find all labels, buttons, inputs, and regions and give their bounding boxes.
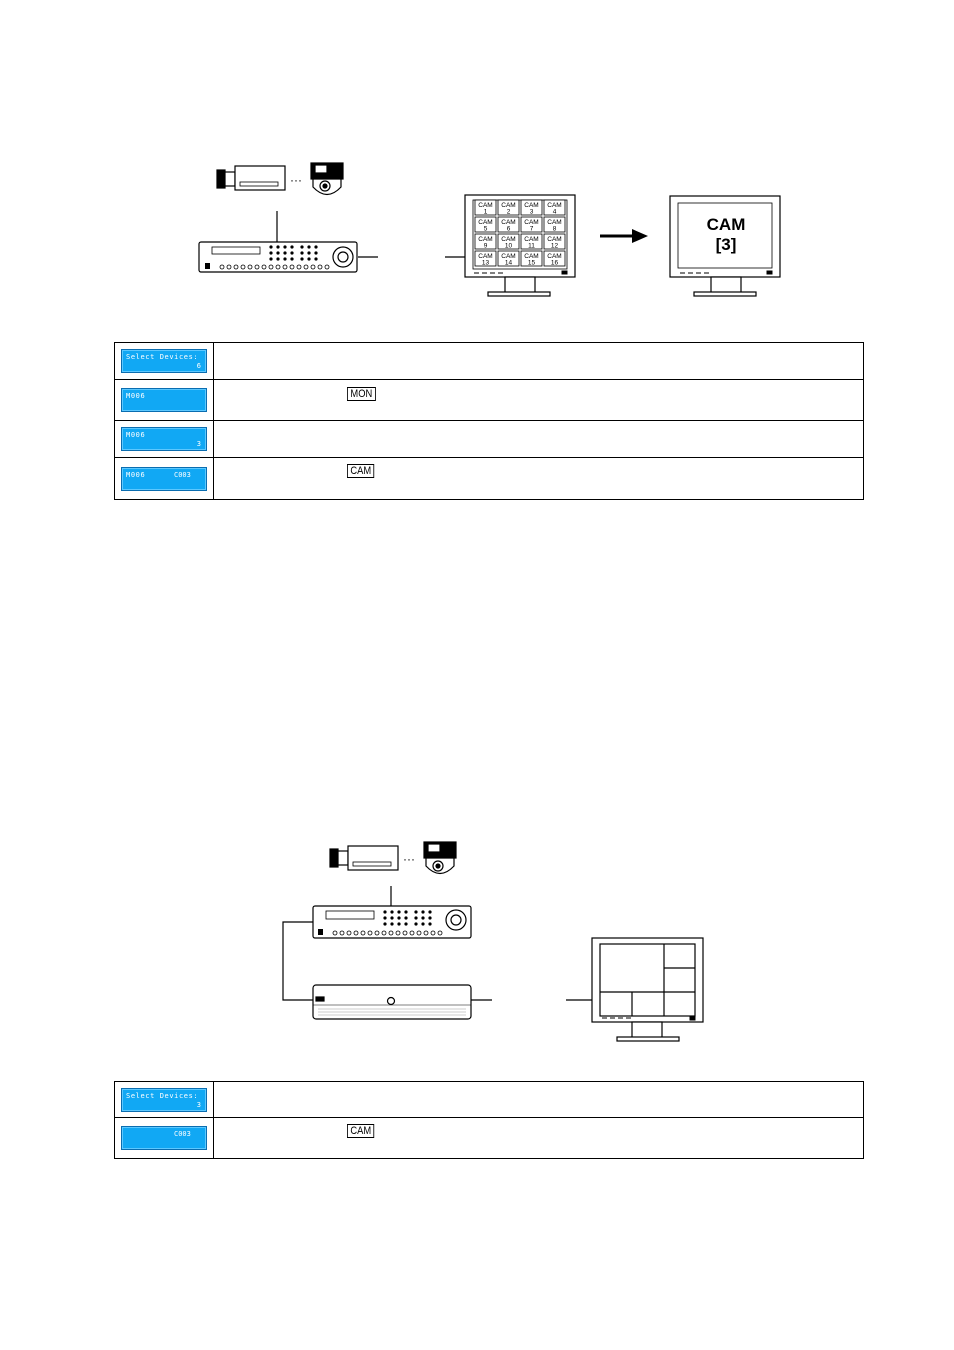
lcd-line2: 6: [196, 362, 201, 370]
monitor-grid-cell-label: CAM: [501, 253, 516, 260]
monitor-grid-cell-number: 11: [528, 242, 535, 250]
lcd-line1: M006: [126, 470, 146, 479]
lcd-display: [121, 427, 207, 451]
lcd-line1-right: C003: [174, 1130, 191, 1138]
lcd-line1: M006: [126, 392, 146, 400]
lcd-line1-right: C003: [174, 470, 191, 479]
monitor-grid-cell-number: 14: [504, 259, 513, 267]
cam-key-icon: CAM: [347, 464, 375, 478]
monitor-grid-cell-number: 12: [550, 242, 559, 250]
cam-key-icon: CAM: [347, 1124, 375, 1138]
monitor-grid-cell-label: CAM: [478, 202, 493, 209]
mon-key-icon: MON: [347, 387, 376, 401]
fullscreen-label-line2: [3]: [715, 235, 737, 254]
monitor-grid-cell-number: 5: [483, 225, 488, 233]
lcd-line1: M006: [126, 431, 146, 439]
monitor-grid-cell-label: CAM: [524, 219, 539, 226]
dome-camera-icon: [311, 163, 343, 195]
monitor-grid-cell-label: CAM: [547, 253, 562, 260]
lcd-display: [121, 1126, 207, 1150]
monitor-grid-cell-label: CAM: [524, 202, 539, 209]
monitor-grid-cell-label: CAM: [478, 219, 493, 226]
table-row: [115, 421, 864, 458]
monitor-grid-cell-number: 9: [483, 242, 488, 250]
box-camera-icon: [330, 846, 398, 870]
monitor-grid-cell-number: 10: [504, 242, 513, 250]
monitor-grid-cell-label: CAM: [501, 202, 516, 209]
table-row: [115, 1118, 864, 1159]
monitor-grid-cell-number: 15: [527, 259, 536, 267]
monitor-multiview-icon: [592, 938, 703, 1041]
monitor-grid-cell-label: CAM: [478, 236, 493, 243]
steps-table-1: [114, 342, 864, 500]
monitor-grid-cell-label: CAM: [524, 253, 539, 260]
ellipsis-icon: ···: [403, 852, 415, 866]
monitor-grid-cell-number: 3: [529, 208, 534, 216]
monitor-grid-cell-label: CAM: [478, 253, 493, 260]
fullscreen-label-line1: CAM: [706, 215, 746, 234]
monitor-grid-cell-number: 1: [483, 208, 488, 216]
monitor-grid-cell-number: 2: [506, 208, 511, 216]
monitor-grid-cell-number: 7: [529, 225, 534, 233]
monitor-grid-cell-label: CAM: [547, 202, 562, 209]
keyboard-controller-icon: [313, 906, 471, 938]
monitor-grid-cell-label: CAM: [547, 236, 562, 243]
lcd-line2: 3: [196, 1100, 201, 1109]
table-row: [115, 1082, 864, 1118]
monitor-grid-cell-number: 13: [481, 259, 490, 267]
monitor-grid-cell-label: CAM: [524, 236, 539, 243]
monitor-grid-cell-number: 4: [552, 208, 557, 216]
arrow-right-icon: [600, 229, 648, 243]
lcd-display: [121, 467, 207, 491]
dvr-icon: [313, 985, 471, 1019]
lcd-line1: Select Devices:: [126, 1091, 199, 1100]
box-camera-icon: [217, 166, 285, 190]
steps-table-2: [114, 1081, 864, 1159]
lcd-display: [121, 349, 207, 373]
diagram-1: [0, 0, 954, 320]
table-row: [115, 343, 864, 380]
table-row: [115, 458, 864, 500]
monitor-grid-cell-label: CAM: [547, 219, 562, 226]
lcd-line1: Select Devices:: [126, 353, 199, 361]
dome-camera-icon: [424, 842, 456, 874]
lcd-display: [121, 1088, 207, 1112]
ellipsis-icon: ···: [290, 173, 302, 187]
monitor-grid-cell-label: CAM: [501, 219, 516, 226]
monitor-grid-cell-number: 8: [552, 225, 557, 233]
monitor-grid-cell-number: 16: [550, 259, 559, 267]
table-row: [115, 380, 864, 421]
monitor-grid-cell-number: 6: [506, 225, 511, 233]
lcd-display: [121, 388, 207, 412]
lcd-line2: 3: [196, 440, 201, 448]
monitor-grid-cell-label: CAM: [501, 236, 516, 243]
